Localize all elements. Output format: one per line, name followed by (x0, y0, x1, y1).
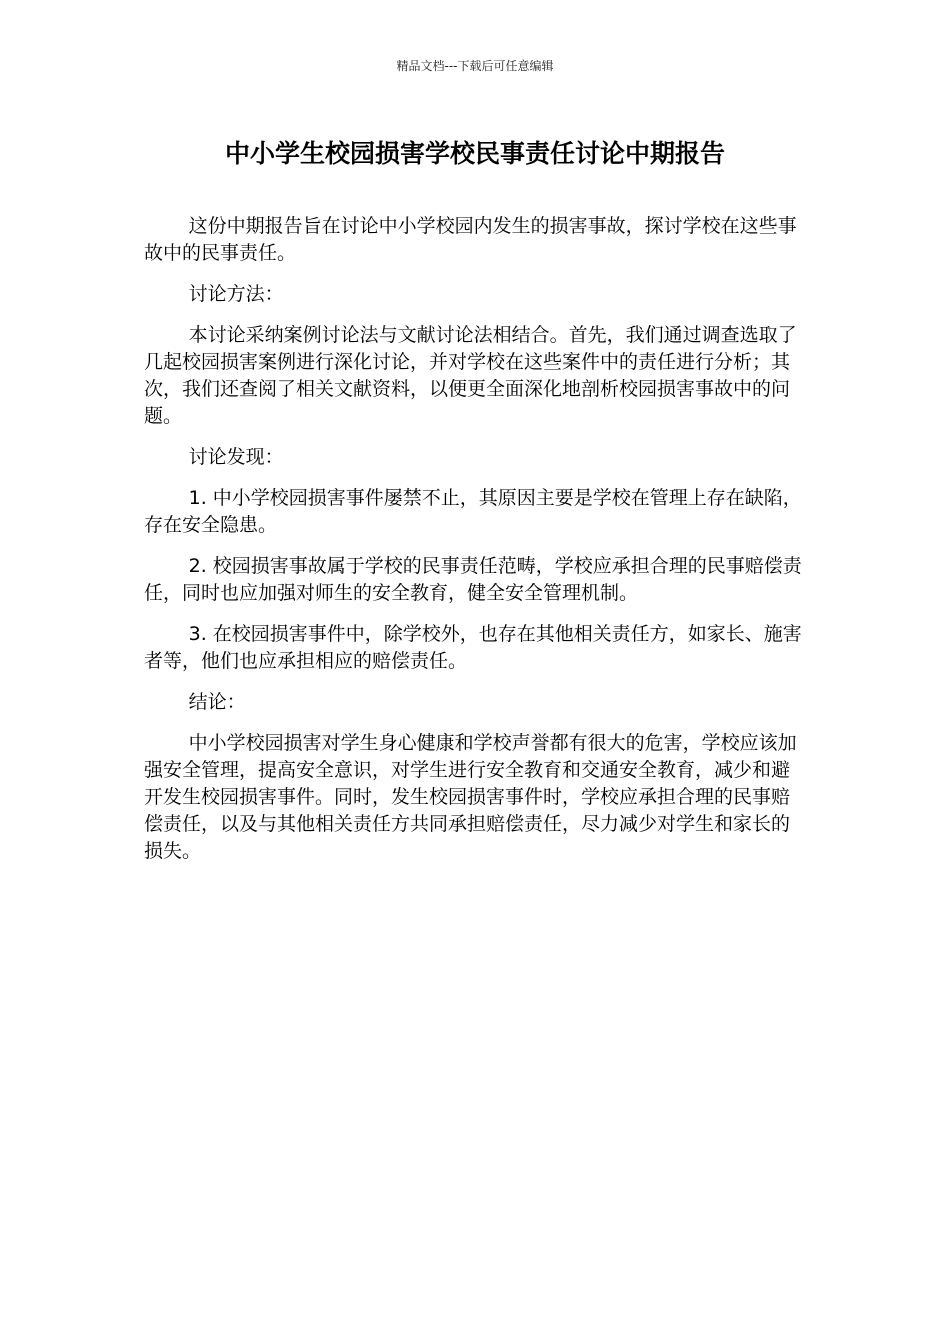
finding-item-1: 1. 中小学校园损害事件屡禁不止，其原因主要是学校在管理上存在缺陷，存在安全隐患。 (144, 487, 802, 536)
header-note: 精品文档---下载后可任意编辑 (396, 59, 554, 73)
method-paragraph: 本讨论采纳案例讨论法与文献讨论法相结合。首先，我们通过调查选取了几起校园损害案例进行深化讨论，并对学校在这些案件中的责任进行分析；其次，我们还查阅了相关文献资料，以便更全面深化地剖析校园损害事故中的问题。 (144, 324, 797, 427)
section-heading-conclusion: 结论： (188, 691, 246, 713)
intro-paragraph: 这份中期报告旨在讨论中小学校园内发生的损害事故，探讨学校在这些事故中的民事责任。 (144, 215, 797, 264)
conclusion-paragraph: 中小学校园损害对学生身心健康和学校声誉都有很大的危害，学校应该加强安全管理，提高安全意识，对学生进行安全教育和交通安全教育，减少和避开发生校园损害事件。同时，发生校园损害事件时，学校应承担合理的民事赔偿责任，以及与其他相关责任方共同承担赔偿责任，尽力减少对学生和家长的损失。 (144, 732, 797, 862)
finding-item-3: 3. 在校园损害事件中，除学校外，也存在其他相关责任方，如家长、施害者等，他们也应承担相应的赔偿责任。 (144, 623, 802, 672)
document-title: 中小学生校园损害学校民事责任讨论中期报告 (224, 139, 725, 168)
finding-item-2: 2. 校园损害事故属于学校的民事责任范畴，学校应承担合理的民事赔偿责任，同时也应加强对师生的安全教育，健全安全管理机制。 (144, 555, 802, 604)
section-heading-findings: 讨论发现： (188, 446, 284, 468)
section-heading-method: 讨论方法： (188, 283, 284, 305)
document-body (144, 213, 808, 879)
